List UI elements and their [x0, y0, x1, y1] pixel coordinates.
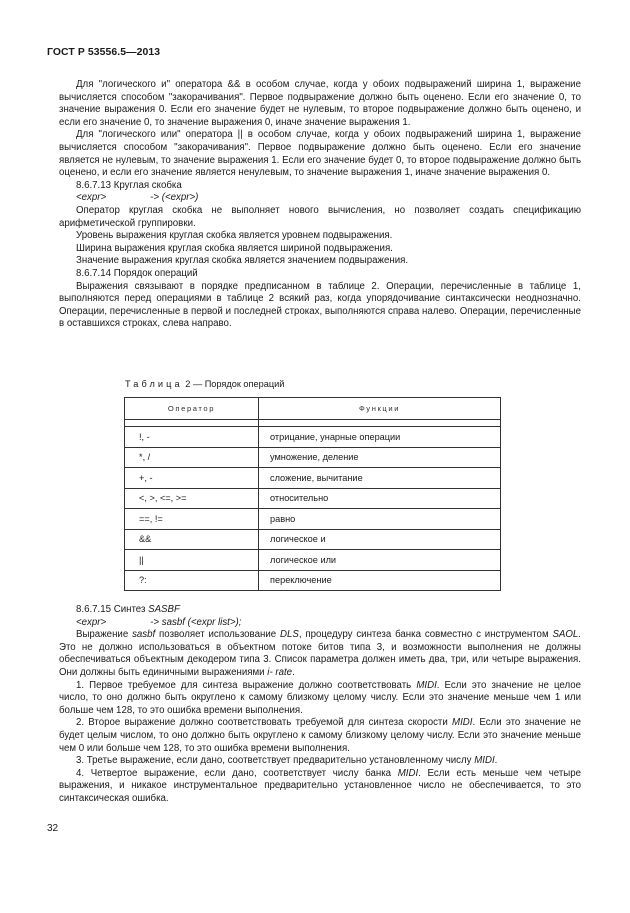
code-line-sasbf: [59, 617, 581, 630]
function-cell: отрицание, унарные операции: [259, 427, 501, 448]
operator-cell: *, /: [125, 447, 259, 468]
function-cell: умножение, деление: [259, 447, 501, 468]
table-row: [125, 468, 501, 489]
list-item-4: 4. Четвертое выражение, если дано, соответствует числу банка MIDI. Если есть меньше чем четыре выражения, и никакое инструментальное предварительно установленное число не обеспечивается, то это синтаксическая ошибка.: [59, 767, 581, 804]
section-heading-order: 8.6.7.14 Порядок операций: [76, 267, 198, 279]
table-caption-title: 2 — Порядок операций: [185, 379, 285, 389]
paragraph-parenthesis-desc: Оператор круглая скобка не выполняет нового вычисления, но позволяет создать спецификацию арифметической группировки.: [59, 204, 581, 229]
function-cell: переключение: [259, 570, 501, 591]
operator-cell: ||: [125, 550, 259, 571]
function-cell: логическое и: [259, 529, 501, 550]
paragraph-logical-and: Для "логического и" оператора && в особом случае, когда у обоих подвыражений ширина 1, выражение вычисляется способом "закорачивания". Первое подвыражение должно быть оценено. Если его значение 0, то значение выражения 0. Если его значение будет не нулевым, то второе подвыражение должно быть оценено, и если его значение 0, то значение выражения 0, иначе значение выражения 1.: [59, 79, 581, 128]
table-row: [125, 427, 501, 448]
heading-name: SASBF: [148, 604, 180, 615]
table-header-row: [125, 398, 501, 420]
operator-cell: ?:: [125, 570, 259, 591]
table-caption: [125, 379, 284, 389]
code-right: -> sasbf (<expr list>);: [150, 616, 242, 628]
section-heading-sasbf: [59, 604, 581, 617]
paragraph-parenthesis-level: Уровень выражения круглая скобка является уровнем подвыражения.: [76, 230, 393, 242]
table-row: [125, 488, 501, 509]
function-cell: равно: [259, 509, 501, 530]
list-item-1: 1. Первое требуемое для синтеза выражение должно соответствовать MIDI. Если это значение не целое число, то оно должно быть округлено к самому близкому целому числу. Если это значение меньше чем 1 или больше чем 128, то это ошибка времени выполнения.: [59, 679, 581, 716]
operator-cell: ==, !=: [125, 509, 259, 530]
page-number: 32: [47, 823, 59, 834]
function-cell: логическое или: [259, 550, 501, 571]
table-row: [125, 447, 501, 468]
standard-header: ГОСТ Р 53556.5—2013: [47, 47, 161, 58]
column-header-functions: Функции: [259, 398, 501, 420]
table-row: [125, 570, 501, 591]
list-item-2: 2. Второе выражение должно соответствовать требуемой для синтеза скорости MIDI. Если это значение не будет целым числом, то оно должно быть округлено к самому близкому целому числу. Если это значение меньше чем 0 или больше чем 128, то это ошибка времени выполнения.: [59, 717, 582, 754]
heading-prefix: 8.6.7.15 Синтез: [76, 604, 149, 615]
column-header-operator: Оператор: [125, 398, 259, 420]
paragraph-logical-or: Для "логического или" оператора || в особом случае, когда у обоих подвыражений ширина 1, выражение вычисляется способом "закорачивания". Первое подвыражение должно быть оценено. Если его значение является не нулевым, то значение выражения 1. Если его значение будет 0, то второе подвыражение должно быть оценено, и если его значение является ненулевым, то значение выражения 1, иначе значение выражения 0.: [59, 129, 581, 179]
code-left: <expr>: [76, 192, 107, 204]
table-caption-word: Таблица: [125, 379, 183, 389]
paragraph-sasbf-desc: Выражение sasbf позволяет использование DLS, процедуру синтеза банка совместно с инструментом SAOL. Это не должно использоваться в объектном потоке битов типа 3, и возможности выполнения не должны обеспечиваться объектным декодером типа 3. Список параметра должен иметь два, три, или четыре выражения. Они должны быть единичными выражениями i- rate.: [59, 629, 581, 678]
code-left: <expr>: [76, 616, 107, 628]
operator-cell: !, -: [125, 427, 259, 448]
upper-text-block: [59, 79, 581, 331]
lower-text-block: [59, 604, 581, 806]
operator-cell: +, -: [125, 468, 259, 489]
table-row: [125, 529, 501, 550]
paragraph-parenthesis-value: Значение выражения круглая скобка является значением подвыражения.: [76, 255, 409, 267]
table-row: [125, 550, 501, 571]
code-line-parenthesis: [59, 192, 581, 205]
paragraph-order-desc: Выражения связывают в порядке предписанном в таблице 2. Операции, перечисленные в таблице 1, выполняются перед операциями в таблице 2 всякий раз, когда упорядочивание синтаксически неоднозначно. Операции, перечисленные в первой и последней строках, выполняются справа налево. Операции, перечисленные в оставшихся строках, слева направо.: [59, 280, 581, 330]
operator-cell: <, >, <=, >=: [125, 488, 259, 509]
list-item-3: 3. Третье выражение, если дано, соответствует предварительно установленному числу MIDI.: [76, 755, 498, 767]
operator-cell: &&: [125, 529, 259, 550]
paragraph-parenthesis-width: Ширина выражения круглая скобка является шириной подвыражения.: [76, 242, 393, 254]
function-cell: сложение, вычитание: [259, 468, 501, 489]
function-cell: относительно: [259, 488, 501, 509]
section-heading-parenthesis: 8.6.7.13 Круглая скобка: [76, 179, 182, 191]
code-right: -> (<expr>): [150, 192, 199, 204]
table-spacer-row: [125, 420, 501, 427]
table-row: [125, 509, 501, 530]
operations-table: [124, 397, 501, 591]
